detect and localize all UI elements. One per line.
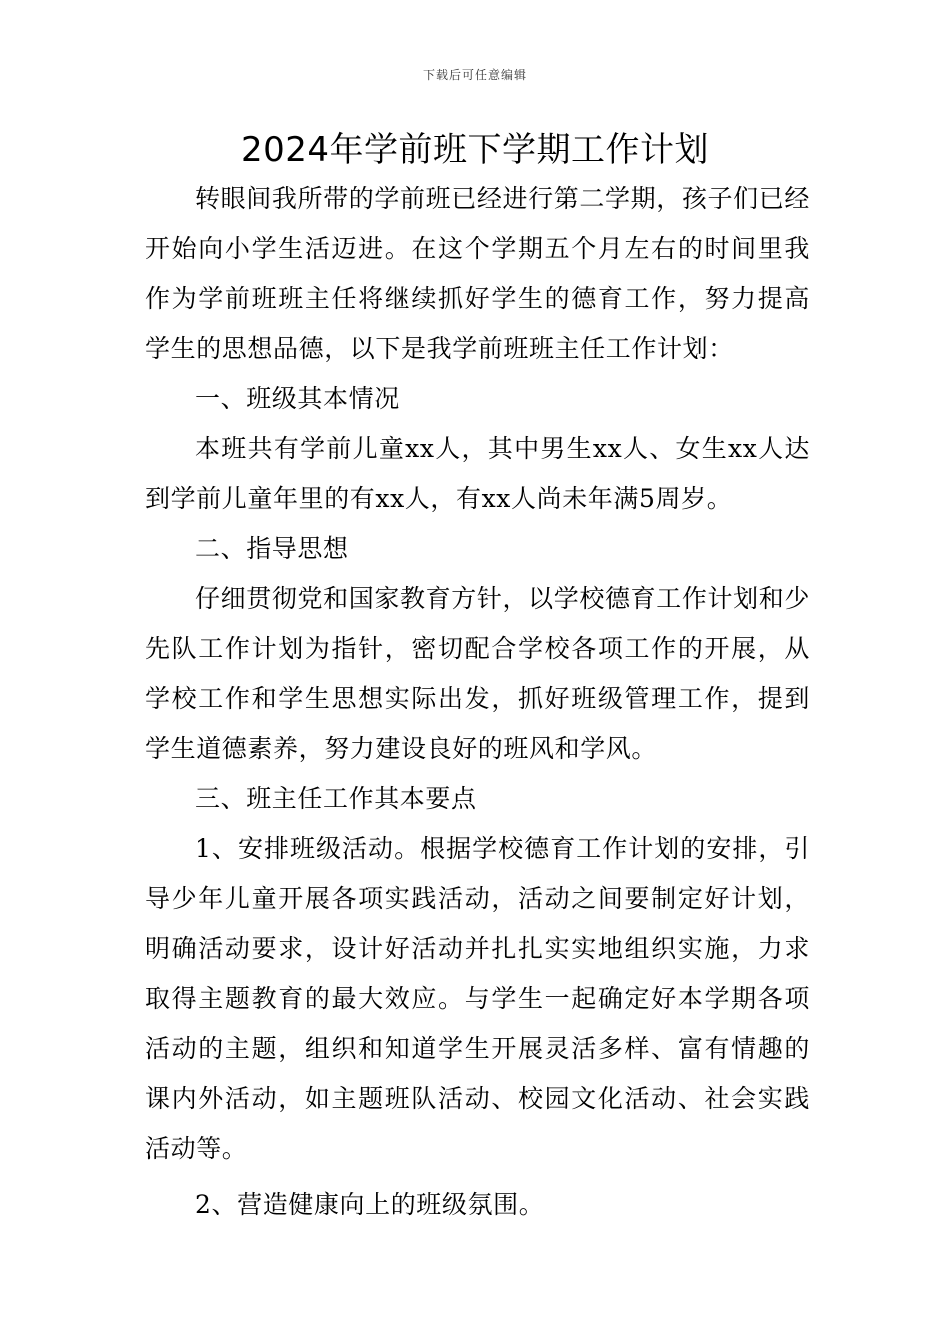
section-heading-guiding-idea: 二、指导思想 <box>195 534 349 563</box>
paragraph-intro: 转眼间我所带的学前班已经进行第二学期，孩子们已经开始向小学生活迈进。在这个学期五个月左右的时间里我作为学前班班主任将继续抓好学生的德育工作，努力提高学生的思想品德，以下是我学前班班主任工作计划： <box>145 184 810 363</box>
paragraph-point-1: 1、安排班级活动。根据学校德育工作计划的安排，引导少年儿童开展各项实践活动，活动之间要制定好计划，明确活动要求，设计好活动并扎扎实实地组织实施，力求取得主题教育的最大效应。与学生一起确定好本学期各项活动的主题，组织和知道学生开展灵活多样、富有情趣的课内外活动，如主题班队活动、校园文化活动、社会实践活动等。 <box>145 834 810 1163</box>
paragraph-guiding-idea: 仔细贯彻党和国家教育方针，以学校德育工作计划和少先队工作计划为指针，密切配合学校各项工作的开展，从学校工作和学生思想实际出发，抓好班级管理工作，提到学生道德素养，努力建设良好的班风和学风。 <box>145 584 810 763</box>
document-body <box>145 174 810 1230</box>
section-heading-class-situation: 一、班级其本情况 <box>195 384 400 413</box>
paragraph-point-2: 2、营造健康向上的班级氛围。 <box>195 1190 545 1219</box>
section-heading-key-points: 三、班主任工作其本要点 <box>195 784 477 813</box>
header-note: 下载后可任意编辑 <box>422 68 527 82</box>
paragraph-class-situation: 本班共有学前儿童xx人，其中男生xx人、女生xx人达到学前儿童年里的有xx人，有xx人尚未年满5周岁。 <box>145 434 810 513</box>
document-title: 2024年学前班下学期工作计划 <box>240 130 710 170</box>
